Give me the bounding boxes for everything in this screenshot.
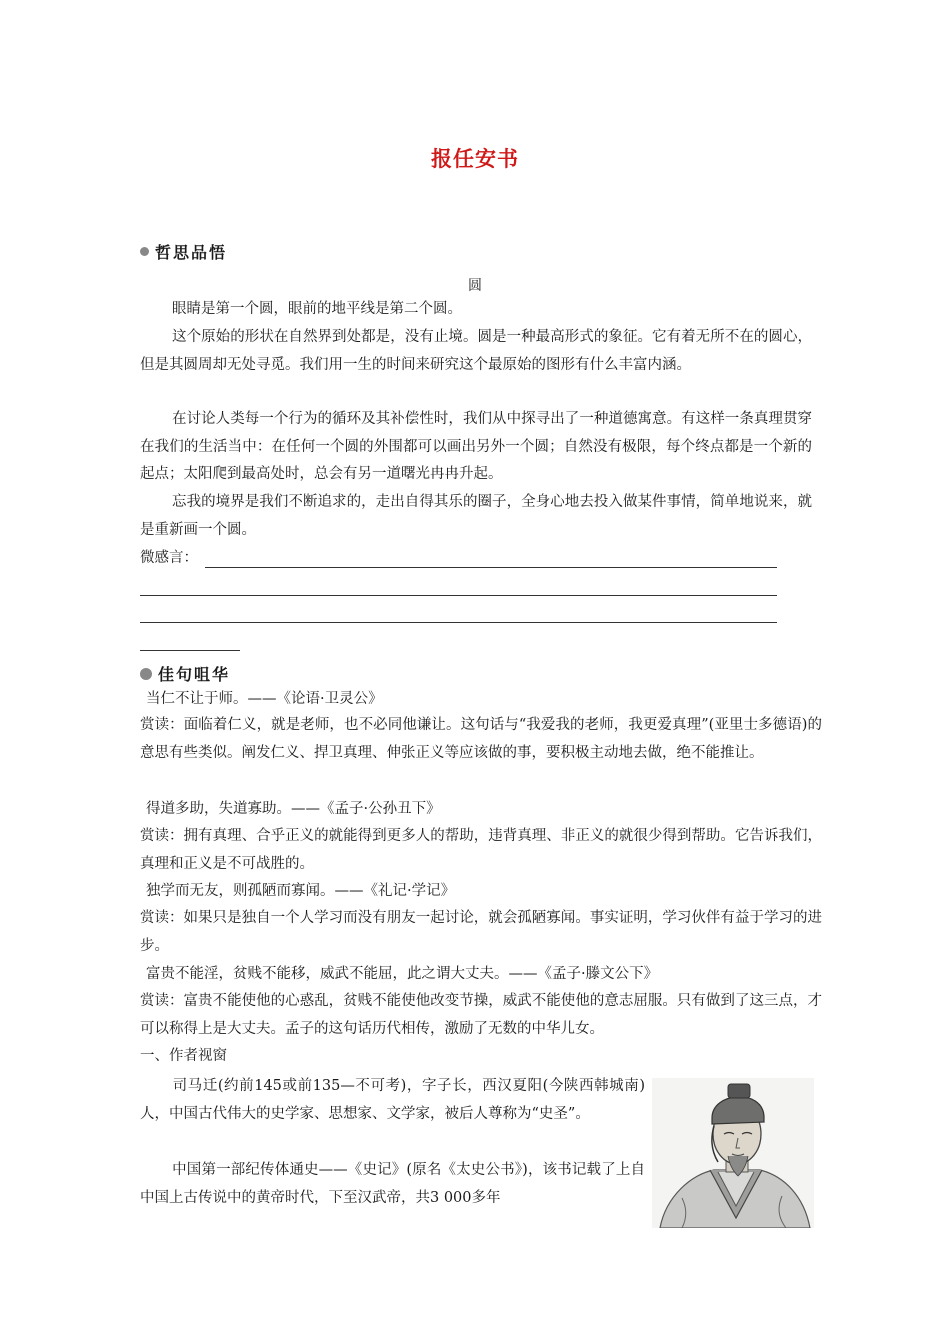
answer-line[interactable] xyxy=(140,650,240,651)
poem-title: 圆 xyxy=(468,278,482,294)
appreciation-text: 赏读：如果只是独自一个人学习而没有朋友一起讨论，就会孤陋寡闻。事实证明，学习伙伴有益于学习的进步。 xyxy=(140,910,822,954)
quote-line: 当仁不让于师。——《论语·卫灵公》 xyxy=(146,691,383,707)
poem-paragraph: 眼睛是第一个圆，眼前的地平线是第二个圆。 xyxy=(172,301,462,317)
section-heading-zhesi xyxy=(140,240,227,263)
answer-line[interactable] xyxy=(140,595,777,596)
quote-line: 得道多助，失道寡助。——《孟子·公孙丑下》 xyxy=(146,801,441,817)
quote-line: 独学而无友，则孤陋而寡闻。——《礼记·学记》 xyxy=(146,883,456,899)
section-heading-jiaju xyxy=(140,662,230,685)
author-paragraph: 司马迁(约前145或前135—不可考)，字子长，西汉夏阳(今陕西韩城南)人，中国古代伟大的史学家、思想家、文学家，被后人尊称为“史圣”。 xyxy=(140,1078,645,1122)
poem-paragraph: 在讨论人类每一个行为的循环及其补偿性时，我们从中探寻出了一种道德寓意。有这样一条真理贯穿在我们的生活当中：在任何一个圆的外围都可以画出另外一个圆；自然没有极限，每个终点都是一个新的起点；太阳爬到最高处时，总会有另一道曙光冉冉升起。 xyxy=(140,411,812,482)
section-heading-label: 佳句咀华 xyxy=(158,665,231,684)
page-title: 报任安书 xyxy=(431,146,519,171)
answer-line[interactable] xyxy=(205,567,777,568)
poem-paragraph: 这个原始的形状在自然界到处都是，没有止境。圆是一种最高形式的象征。它有着无所不在的圆心，但是其圆周却无处寻觅。我们用一生的时间来研究这个最原始的图形有什么丰富内涵。 xyxy=(140,329,812,373)
appreciation-text: 赏读：面临着仁义，就是老师，也不必同他谦让。这句话与“我爱我的老师，我更爱真理”(亚里士多德语)的意思有些类似。阐发仁义、捍卫真理、伸张正义等应该做的事，要积极主动地去做，绝不能推让。 xyxy=(140,717,822,761)
answer-line[interactable] xyxy=(140,622,777,623)
author-paragraph: 中国第一部纪传体通史——《史记》(原名《太史公书》)，该书记载了上自中国上古传说中的黄帝时代，下至汉武帝，共3 000多年 xyxy=(140,1162,645,1206)
bullet-icon xyxy=(140,668,152,680)
appreciation-text: 赏读：拥有真理、合乎正义的就能得到更多人的帮助，违背真理、非正义的就很少得到帮助。它告诉我们，真理和正义是不可战胜的。 xyxy=(140,828,822,872)
section-heading-author: 一、作者视窗 xyxy=(140,1048,227,1064)
bullet-icon xyxy=(140,247,149,256)
feeling-label: 微感言： xyxy=(140,550,198,566)
appreciation-text: 赏读：富贵不能使他的心惑乱，贫贱不能使他改变节操，威武不能使他的意志屈服。只有做到了这三点，才可以称得上是大丈夫。孟子的这句话历代相传，激励了无数的中华儿女。 xyxy=(140,993,822,1037)
sima-qian-portrait xyxy=(652,1078,814,1228)
poem-paragraph: 忘我的境界是我们不断追求的，走出自得其乐的圈子，全身心地去投入做某件事情，简单地说来，就是重新画一个圆。 xyxy=(140,494,812,538)
section-heading-label: 哲思品悟 xyxy=(155,243,228,262)
quote-line: 富贵不能淫，贫贱不能移，威武不能屈，此之谓大丈夫。——《孟子·滕文公下》 xyxy=(146,966,659,982)
